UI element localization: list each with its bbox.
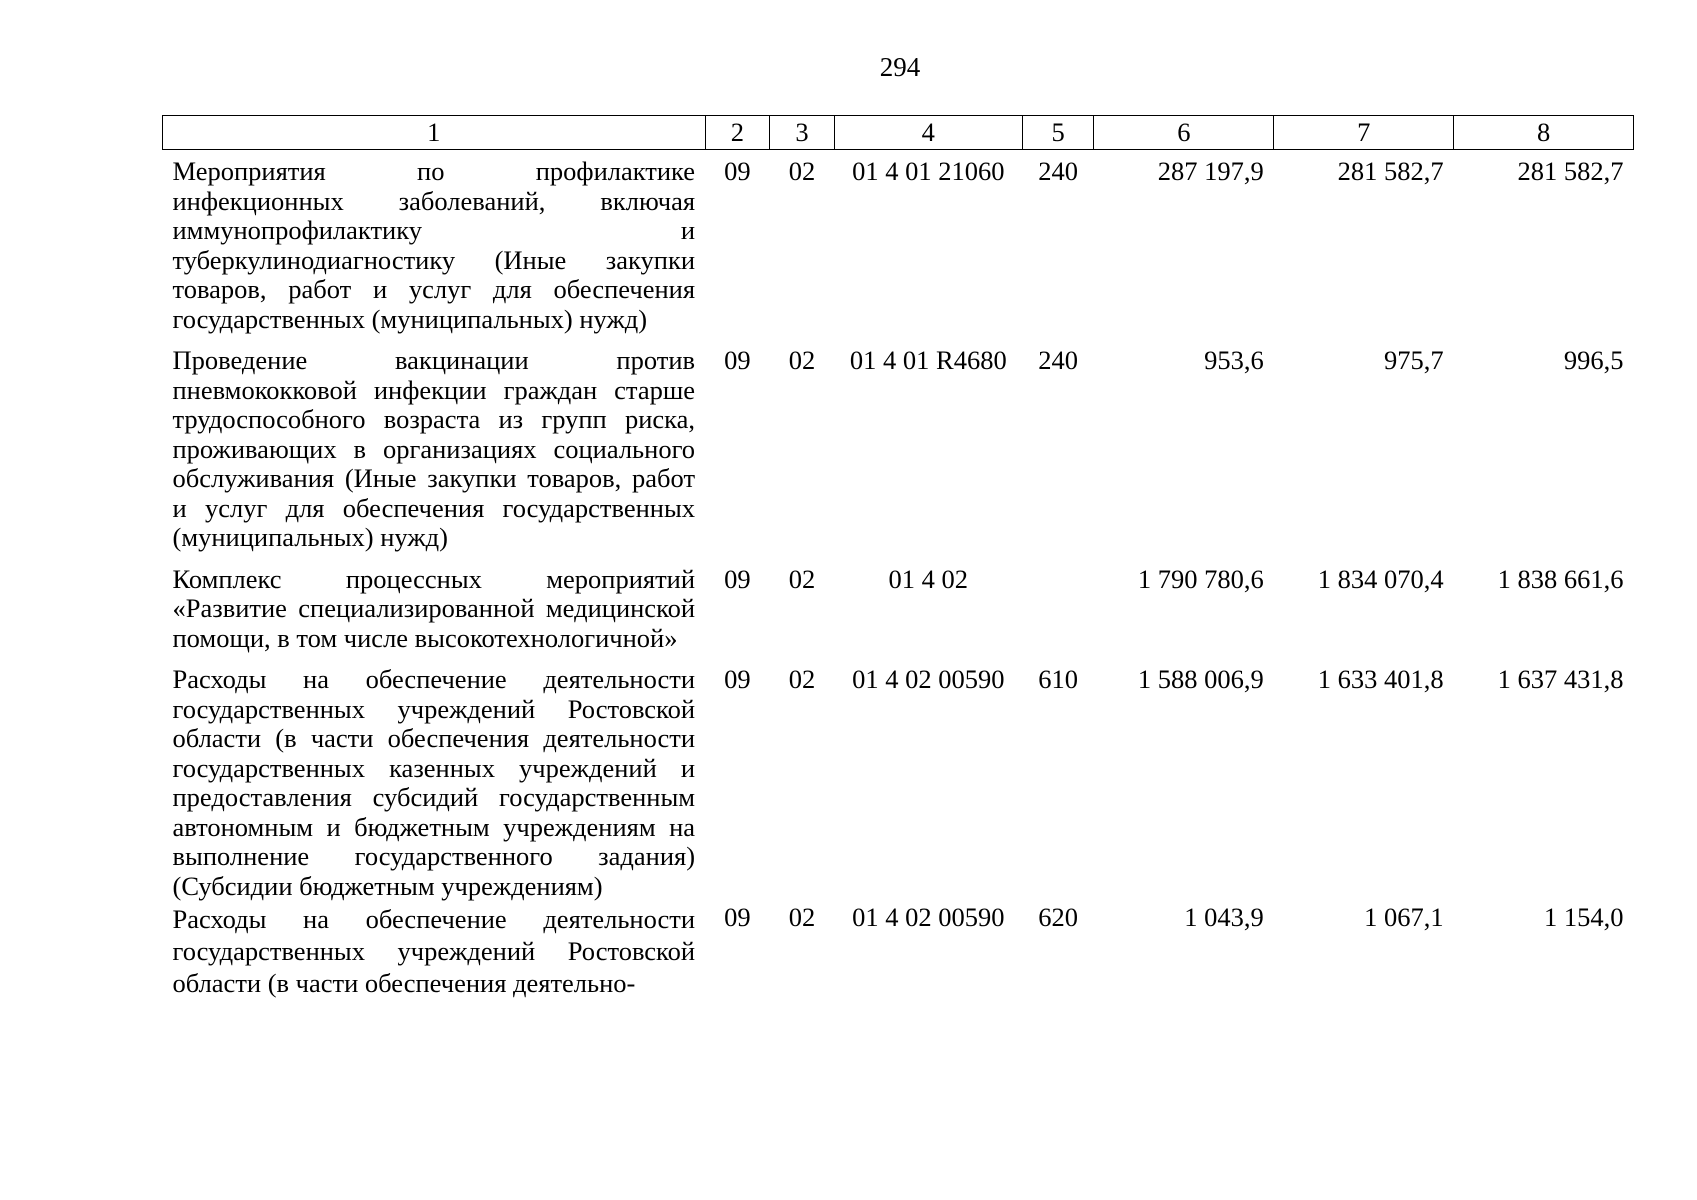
table-row xyxy=(163,150,1634,335)
row-description: Проведение вакцинации против пневмококковой инфекции граждан старше трудоспособного возраста из групп риска, проживающих в организациях социального обслуживания (Иные закупки товаров, работ и услуг для обеспечения государственных (муниципальных) нужд) xyxy=(172,345,696,552)
table-row xyxy=(163,653,1634,901)
header-col-1: 1 xyxy=(163,116,706,150)
row-amount-col7: 1 633 401,8 xyxy=(1317,664,1444,694)
row-subsection-code: 02 xyxy=(788,345,816,375)
page-number: 294 xyxy=(879,52,921,82)
row-subsection-code: 02 xyxy=(788,156,816,186)
row-subsection-code: 02 xyxy=(788,664,816,694)
header-col-2: 2 xyxy=(705,116,770,150)
row-target-article: 01 4 02 00590 xyxy=(852,664,1005,694)
row-amount-col6: 287 197,9 xyxy=(1157,156,1264,186)
header-col-5: 5 xyxy=(1022,116,1094,150)
row-expense-type: 610 xyxy=(1038,664,1078,694)
row-subsection-code: 02 xyxy=(788,902,816,932)
header-col-7: 7 xyxy=(1274,116,1454,150)
row-amount-col6: 953,6 xyxy=(1204,345,1264,375)
header-col-6: 6 xyxy=(1094,116,1274,150)
header-col-4: 4 xyxy=(834,116,1022,150)
row-amount-col8: 1 838 661,6 xyxy=(1497,563,1624,594)
row-target-article: 01 4 02 00590 xyxy=(852,902,1005,932)
row-subsection-code: 02 xyxy=(788,563,816,594)
row-section-code: 09 xyxy=(724,902,751,932)
table-row xyxy=(163,334,1634,553)
row-amount-col7: 281 582,7 xyxy=(1337,156,1444,186)
row-description: Расходы на обеспечение деятельности государственных учреждений Ростовской области (в части обеспечения деятельности государственных казенных учреждений и предоставления субсидий государственным автономным и бюджетным учреждениям на выполнение государственного задания) (Субсидии бюджетным учреждениям) xyxy=(172,664,696,901)
row-amount-col8: 1 637 431,8 xyxy=(1497,664,1624,694)
row-expense-type xyxy=(1022,553,1094,654)
header-row xyxy=(163,116,1634,150)
row-expense-type: 240 xyxy=(1038,156,1078,186)
row-target-article: 01 4 01 21060 xyxy=(852,156,1005,186)
row-section-code: 09 xyxy=(724,664,751,694)
table-row xyxy=(163,901,1634,999)
header-col-8: 8 xyxy=(1454,116,1634,150)
row-description: Мероприятия по профилактике инфекционных заболеваний, включая иммунопрофилактику и туберкулинодиагностику (Иные закупки товаров, работ и услуг для обеспечения государственных (муниципальных) нужд) xyxy=(172,156,696,334)
row-target-article: 01 4 02 xyxy=(888,563,969,594)
row-amount-col7: 975,7 xyxy=(1384,345,1444,375)
row-section-code: 09 xyxy=(724,156,751,186)
row-section-code: 09 xyxy=(724,345,751,375)
row-amount-col6: 1 043,9 xyxy=(1184,902,1264,932)
row-description: Комплекс процессных мероприятий «Развитие специализированной медицинской помощи, в том числе высокотехнологичной» xyxy=(172,563,696,653)
row-expense-type: 620 xyxy=(1038,902,1078,932)
row-amount-col6: 1 588 006,9 xyxy=(1137,664,1264,694)
row-amount-col7: 1 834 070,4 xyxy=(1317,563,1444,594)
table-row xyxy=(163,553,1634,654)
row-target-article: 01 4 01 R4680 xyxy=(849,345,1007,375)
budget-table xyxy=(162,115,1634,999)
row-expense-type: 240 xyxy=(1038,345,1078,375)
header-col-3: 3 xyxy=(770,116,835,150)
row-description: Расходы на обеспечение деятельности государственных учреждений Ростовской области (в части обеспечения деятельно- xyxy=(172,904,696,998)
row-section-code: 09 xyxy=(724,563,751,594)
row-amount-col6: 1 790 780,6 xyxy=(1137,563,1264,594)
row-amount-col8: 996,5 xyxy=(1563,345,1624,375)
row-amount-col8: 281 582,7 xyxy=(1517,156,1624,186)
row-amount-col7: 1 067,1 xyxy=(1364,902,1444,932)
row-amount-col8: 1 154,0 xyxy=(1544,902,1624,932)
